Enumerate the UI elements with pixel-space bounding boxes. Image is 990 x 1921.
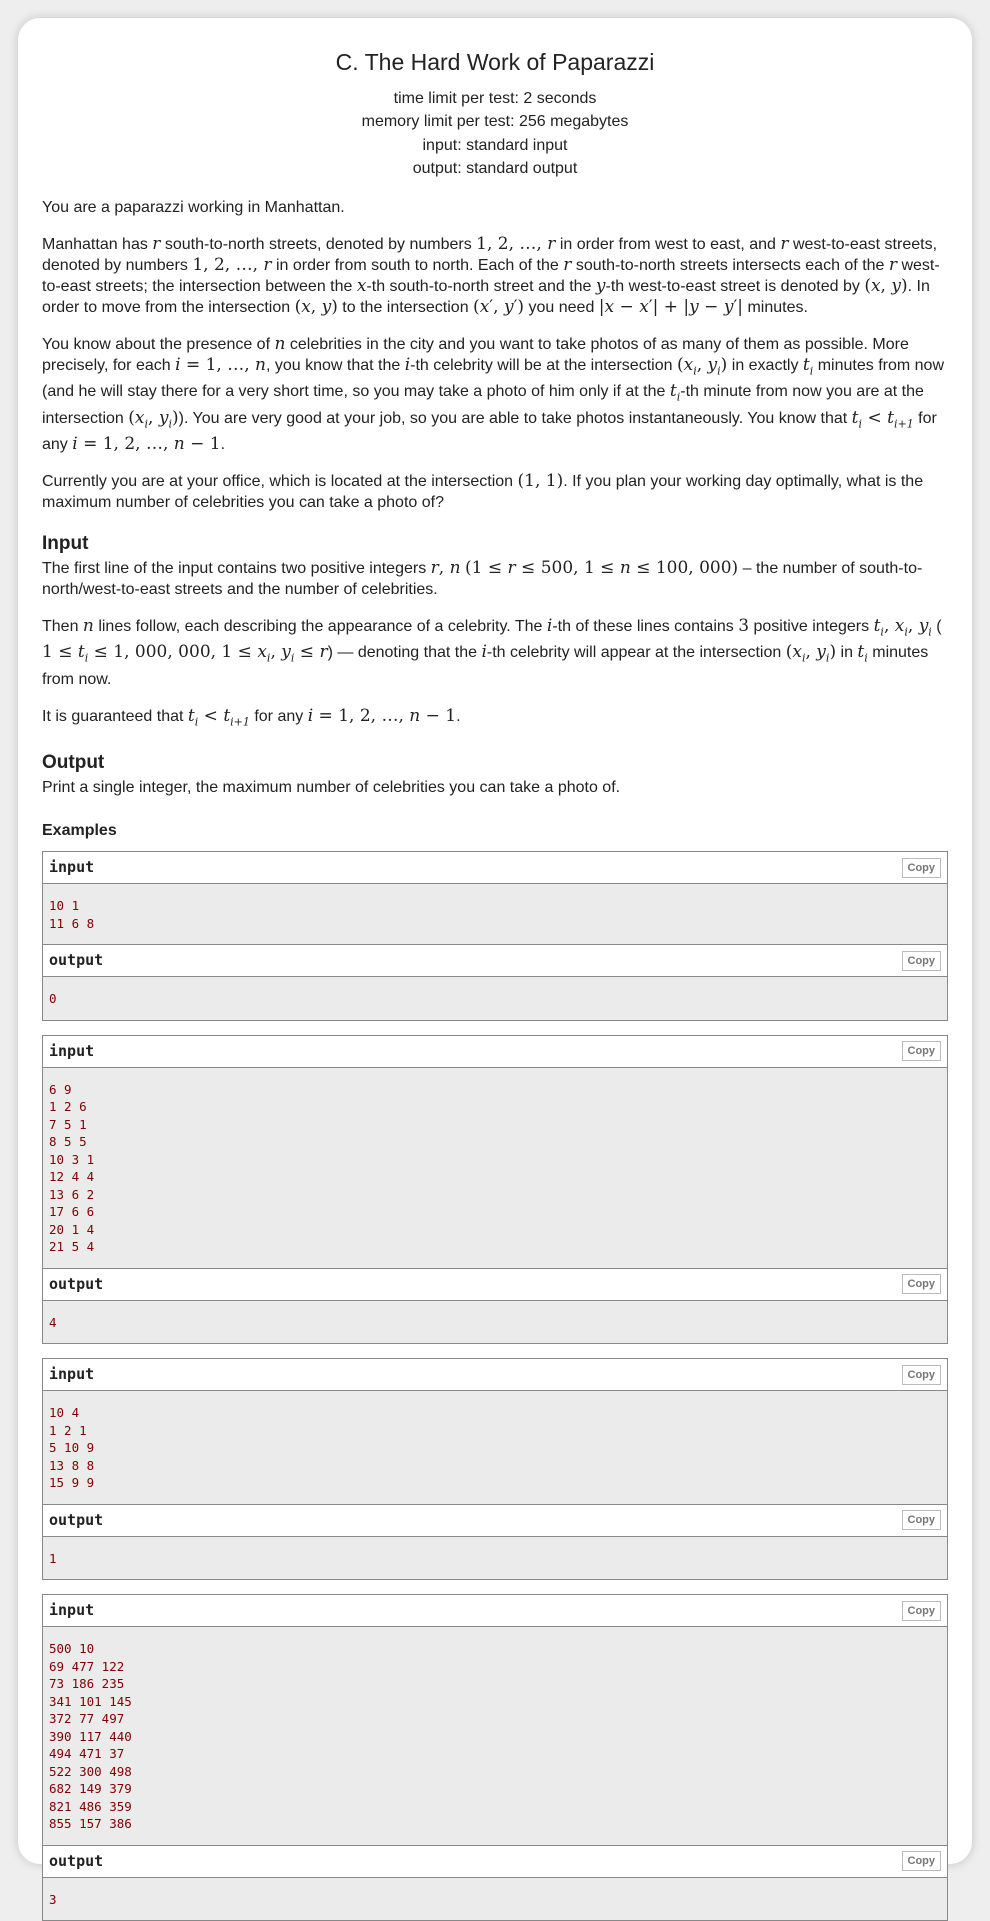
- example-output: 0: [43, 977, 947, 1020]
- example-output: 3: [43, 1878, 947, 1921]
- input-label: input: [49, 1601, 95, 1620]
- example-output-header: [43, 1504, 947, 1537]
- example-input: 6 9 1 2 6 7 5 1 8 5 5 10 3 1 12 4 4 13 6 2 17 6 6 20 1 4 21 5 4: [43, 1068, 947, 1268]
- problem-statement: [42, 197, 948, 1921]
- problem-header: [42, 48, 948, 181]
- example-block: [42, 1594, 948, 1921]
- examples-title: Examples: [42, 822, 117, 840]
- statement-intro: You are a paparazzi working in Manhattan.: [42, 198, 345, 216]
- example-input-header: [43, 1359, 947, 1391]
- output-label: output: [49, 1510, 104, 1529]
- example-input-header: [43, 1595, 947, 1627]
- example-input-header: [43, 852, 947, 884]
- statement-paragraph: You know about the presence of n celebrities in the city and you want to take photos of as many of them as possible. More precisely, for each i = 1, …, n, you know that the i-th celebrity will be at the intersection ($x_i$, $y_i$) in exactly $t_i$ minutes from now (and he will stay there for a very short time, so you may take a photo of him only if at the $t_i-th$ minute from now you are at the intersection ($x_i$, $y_i$)). You are very good at your job, so you are able to take photos instantaneously. You know that $t_i < t_{i+1}$ for any i = 1, 2, …, n − 1.: [42, 333, 944, 455]
- output-file: output: standard output: [412, 160, 578, 178]
- problem-card: [18, 18, 972, 1907]
- examples-list: [42, 851, 948, 1921]
- output-label: output: [49, 951, 104, 970]
- input-file: input: standard input: [422, 136, 568, 154]
- memory-limit: memory limit per test: 256 megabytes: [361, 113, 629, 131]
- copy-button[interactable]: Copy: [902, 1041, 942, 1061]
- copy-button[interactable]: Copy: [902, 951, 942, 971]
- output-paragraph: Print a single integer, the maximum number of celebrities you can take a photo of.: [42, 779, 621, 797]
- example-output-header: [43, 1268, 947, 1301]
- copy-button[interactable]: Copy: [902, 1851, 942, 1871]
- input-label: input: [49, 858, 95, 877]
- copy-button[interactable]: Copy: [902, 1274, 942, 1294]
- example-output-header: [43, 944, 947, 977]
- example-output-header: [43, 1845, 947, 1878]
- example-block: [42, 1035, 948, 1345]
- example-output: 1: [43, 1537, 947, 1580]
- input-paragraph: It is guaranteed that $t_i < t_{i+1}$ for any i = 1, 2, …, n − 1.: [42, 705, 461, 729]
- time-limit: time limit per test: 2 seconds: [393, 89, 597, 107]
- statement-paragraph: Currently you are at your office, which is located at the intersection (1, 1). If you plan your working day optimally, what is the maximum number of celebrities you can take a photo of?: [42, 471, 924, 512]
- input-label: input: [49, 1365, 95, 1384]
- example-input: 500 10 69 477 122 73 186 235 341 101 145 372 77 497 390 117 440 494 471 37 522 300 498 682 149 379 821 486 359 855 157 386: [43, 1627, 947, 1845]
- example-input-header: [43, 1036, 947, 1068]
- copy-button[interactable]: Copy: [902, 858, 942, 878]
- example-block: [42, 851, 948, 1021]
- copy-button[interactable]: Copy: [902, 1601, 942, 1621]
- input-paragraph: Then n lines follow, each describing the appearance of a celebrity. The i-th of these lines contains 3 positive integers $t_i$, $x_i$, $y_i$ ( $1 \le t_i \le 1$, 000, 000, $1 \le x_i$, $y_i \le r$) — denoting that the i-th celebrity will appear at the intersection ($x_i$, $y_i$) in $t_i$ minutes from now.: [42, 616, 942, 688]
- example-input: 10 1 11 6 8: [43, 884, 947, 944]
- output-label: output: [49, 1851, 104, 1870]
- example-output: 4: [43, 1301, 947, 1344]
- problem-title: C. The Hard Work of Paparazzi: [335, 49, 655, 75]
- copy-button[interactable]: Copy: [902, 1510, 942, 1530]
- input-section-title: Input: [42, 533, 89, 555]
- example-input: 10 4 1 2 1 5 10 9 13 8 8 15 9 9: [43, 1391, 947, 1504]
- statement-paragraph: Manhattan has r south-to-north streets, denoted by numbers 1, 2, …, r in order from west to east, and r west-to-east streets, denoted by numbers 1, 2, …, r in order from south to north. Each of the r south-to-north streets intersects each of the r west-to-east streets; the intersection between the x-th south-to-north street and the y-th west-to-east street is denoted by (x, y). In order to move from the intersection (x, y) to the intersection (x′, y′) you need |x − x′| + |y − y′| minutes.: [42, 233, 940, 317]
- example-block: [42, 1358, 948, 1580]
- output-label: output: [49, 1274, 104, 1293]
- input-paragraph: The first line of the input contains two positive integers r, n (1 ≤ r ≤ 500, 1 ≤ n ≤ 100, 000) – the number of south-to-north/west-to-east streets and the number of celebrities.: [42, 558, 923, 599]
- copy-button[interactable]: Copy: [902, 1365, 942, 1385]
- input-label: input: [49, 1041, 95, 1060]
- output-section-title: Output: [42, 752, 105, 774]
